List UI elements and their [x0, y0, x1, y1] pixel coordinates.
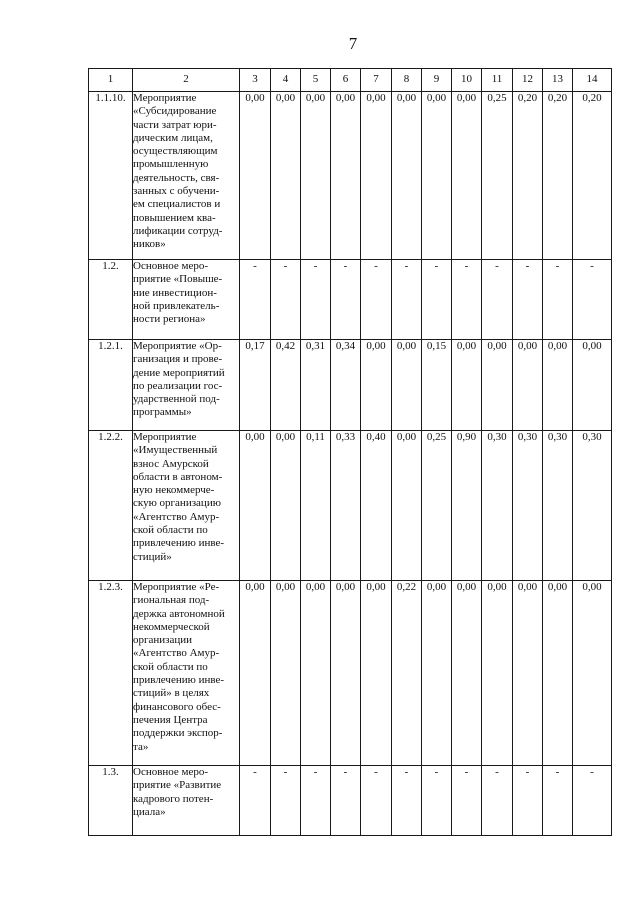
value-cell: 0,00: [361, 340, 392, 431]
header-row: [89, 69, 612, 92]
value-cell: 0,00: [392, 431, 422, 581]
column-header: 11: [482, 69, 513, 92]
row-name-line: занных с обучени-: [133, 185, 220, 198]
value-cell: 0,00: [513, 581, 543, 766]
row-name-line: Основное меро-: [133, 766, 209, 778]
row-name-line: некоммерческой: [133, 620, 210, 633]
row-name-line: приятие «Развитие: [133, 779, 222, 792]
value-cell: 0,00: [361, 581, 392, 766]
value-cell: -: [361, 260, 392, 340]
row-name-line: осуществляющим: [133, 145, 218, 158]
row-name-line: ской области по: [133, 660, 208, 673]
value-cell: 0,00: [301, 581, 331, 766]
row-name: [133, 92, 240, 260]
value-cell: 0,00: [452, 92, 482, 260]
row-name-line: приятие «Повыше-: [133, 273, 223, 286]
column-header: 9: [422, 69, 452, 92]
value-cell: 0,30: [513, 431, 543, 581]
value-cell: 0,90: [452, 431, 482, 581]
value-cell: 0,00: [271, 431, 301, 581]
row-name-line: взнос Амурской: [133, 457, 209, 470]
value-cell: 0,00: [543, 340, 573, 431]
table-row: [89, 431, 612, 581]
row-name: [133, 260, 240, 340]
value-cell: 0,34: [331, 340, 361, 431]
table-row: [89, 581, 612, 766]
row-name-line: стиций» в целях: [133, 687, 210, 700]
row-name-line: финансового обес-: [133, 700, 221, 713]
column-header: 12: [513, 69, 543, 92]
value-cell: 0,00: [331, 581, 361, 766]
value-cell: -: [573, 260, 612, 340]
value-cell: 0,15: [422, 340, 452, 431]
row-code: 1.2.1.: [89, 340, 133, 431]
value-cell: -: [482, 766, 513, 836]
row-name: [133, 431, 240, 581]
row-name-line: «Агентство Амур-: [133, 647, 220, 660]
value-cell: 0,00: [452, 581, 482, 766]
row-name-line: та»: [133, 740, 149, 753]
row-name-line: кадрового потен-: [133, 792, 214, 805]
row-code: 1.2.3.: [89, 581, 133, 766]
row-name-line: организации: [133, 634, 193, 647]
column-header: 5: [301, 69, 331, 92]
value-cell: -: [331, 766, 361, 836]
column-header: 1: [89, 69, 133, 92]
value-cell: 0,00: [482, 340, 513, 431]
value-cell: 0,00: [240, 431, 271, 581]
row-name-line: повышением ква-: [133, 211, 216, 224]
value-cell: -: [301, 766, 331, 836]
value-cell: 0,33: [331, 431, 361, 581]
value-cell: 0,00: [301, 92, 331, 260]
value-cell: 0,20: [513, 92, 543, 260]
column-header: 13: [543, 69, 573, 92]
value-cell: 0,25: [482, 92, 513, 260]
value-cell: 0,00: [482, 581, 513, 766]
row-name-line: стиций»: [133, 550, 172, 563]
row-name-line: ников»: [133, 238, 166, 251]
row-name-line: программы»: [133, 406, 192, 419]
row-name-line: Основное меро-: [133, 260, 209, 272]
value-cell: -: [331, 260, 361, 340]
row-name-line: печения Центра: [133, 713, 208, 726]
value-cell: 0,11: [301, 431, 331, 581]
row-name-line: Мероприятие: [133, 92, 197, 104]
row-name-line: привлечению инве-: [133, 537, 225, 550]
value-cell: 0,22: [392, 581, 422, 766]
row-name-line: «Имущественный: [133, 444, 218, 457]
value-cell: -: [573, 766, 612, 836]
value-cell: 0,20: [573, 92, 612, 260]
column-header: 10: [452, 69, 482, 92]
row-name-line: промышленную: [133, 158, 209, 171]
row-name-line: ние инвестицион-: [133, 286, 217, 299]
column-header: 8: [392, 69, 422, 92]
row-name-line: держка автономной: [133, 607, 225, 620]
value-cell: 0,00: [271, 581, 301, 766]
value-cell: 0,20: [543, 92, 573, 260]
value-cell: 0,00: [422, 581, 452, 766]
value-cell: 0,00: [271, 92, 301, 260]
row-name-line: области в автоном-: [133, 470, 223, 483]
column-header: 4: [271, 69, 301, 92]
row-code: 1.3.: [89, 766, 133, 836]
row-name-line: ную некоммерче-: [133, 484, 215, 497]
row-name-line: Мероприятие: [133, 431, 197, 443]
row-name-line: ской области по: [133, 524, 208, 537]
row-name-line: по реализации гос-: [133, 379, 223, 392]
page-number: 7: [348, 34, 358, 53]
row-name-line: скую организацию: [133, 497, 221, 510]
value-cell: -: [543, 766, 573, 836]
row-name-line: гиональная под-: [133, 594, 210, 607]
value-cell: -: [392, 766, 422, 836]
row-name-line: ем специалистов и: [133, 198, 221, 211]
value-cell: 0,00: [240, 92, 271, 260]
value-cell: -: [361, 766, 392, 836]
value-cell: 0,42: [271, 340, 301, 431]
column-header: 6: [331, 69, 361, 92]
table-row: [89, 766, 612, 836]
value-cell: 0,00: [543, 581, 573, 766]
value-cell: -: [271, 766, 301, 836]
column-header: 14: [573, 69, 612, 92]
row-name-line: циала»: [133, 805, 166, 818]
value-cell: -: [422, 766, 452, 836]
value-cell: 0,00: [240, 581, 271, 766]
row-name-line: Мероприятие «Ор-: [133, 340, 222, 352]
value-cell: 0,00: [392, 92, 422, 260]
value-cell: 0,00: [573, 581, 612, 766]
row-name-line: поддержки экспор-: [133, 727, 223, 740]
value-cell: 0,00: [513, 340, 543, 431]
row-name-line: «Субсидирование: [133, 105, 217, 118]
row-name-line: ударственной под-: [133, 393, 220, 406]
row-code: 1.1.10.: [89, 92, 133, 260]
value-cell: -: [513, 260, 543, 340]
value-cell: -: [482, 260, 513, 340]
row-name-line: «Агентство Амур-: [133, 510, 220, 523]
column-header: 2: [133, 69, 240, 92]
column-header: 3: [240, 69, 271, 92]
row-code: 1.2.: [89, 260, 133, 340]
table-row: [89, 92, 612, 260]
value-cell: 0,30: [482, 431, 513, 581]
row-name-line: лификации сотруд-: [133, 224, 223, 237]
row-name-line: ности региона»: [133, 313, 206, 326]
value-cell: -: [452, 260, 482, 340]
value-cell: 0,00: [331, 92, 361, 260]
value-cell: 0,00: [361, 92, 392, 260]
value-cell: 0,17: [240, 340, 271, 431]
data-table: [88, 68, 612, 836]
row-name: [133, 340, 240, 431]
value-cell: -: [301, 260, 331, 340]
row-name: [133, 766, 240, 836]
value-cell: 0,25: [422, 431, 452, 581]
value-cell: 0,00: [392, 340, 422, 431]
value-cell: -: [240, 766, 271, 836]
row-name-line: дение мероприятий: [133, 366, 225, 379]
row-code: 1.2.2.: [89, 431, 133, 581]
value-cell: -: [240, 260, 271, 340]
value-cell: 0,00: [452, 340, 482, 431]
value-cell: -: [422, 260, 452, 340]
row-name-line: части затрат юри-: [133, 118, 217, 131]
table-row: [89, 260, 612, 340]
row-name-line: ной привлекатель-: [133, 299, 220, 312]
value-cell: -: [513, 766, 543, 836]
value-cell: -: [392, 260, 422, 340]
row-name-line: деятельность, свя-: [133, 171, 220, 184]
value-cell: 0,00: [422, 92, 452, 260]
row-name: [133, 581, 240, 766]
value-cell: 0,30: [573, 431, 612, 581]
value-cell: -: [271, 260, 301, 340]
value-cell: -: [543, 260, 573, 340]
value-cell: 0,40: [361, 431, 392, 581]
value-cell: 0,31: [301, 340, 331, 431]
column-header: 7: [361, 69, 392, 92]
value-cell: 0,00: [573, 340, 612, 431]
table-row: [89, 340, 612, 431]
value-cell: -: [452, 766, 482, 836]
value-cell: 0,30: [543, 431, 573, 581]
row-name-line: ганизация и прове-: [133, 353, 223, 366]
row-name-line: Мероприятие «Ре-: [133, 581, 220, 593]
row-name-line: дическим лицам,: [133, 131, 213, 144]
row-name-line: привлечению инве-: [133, 674, 225, 687]
